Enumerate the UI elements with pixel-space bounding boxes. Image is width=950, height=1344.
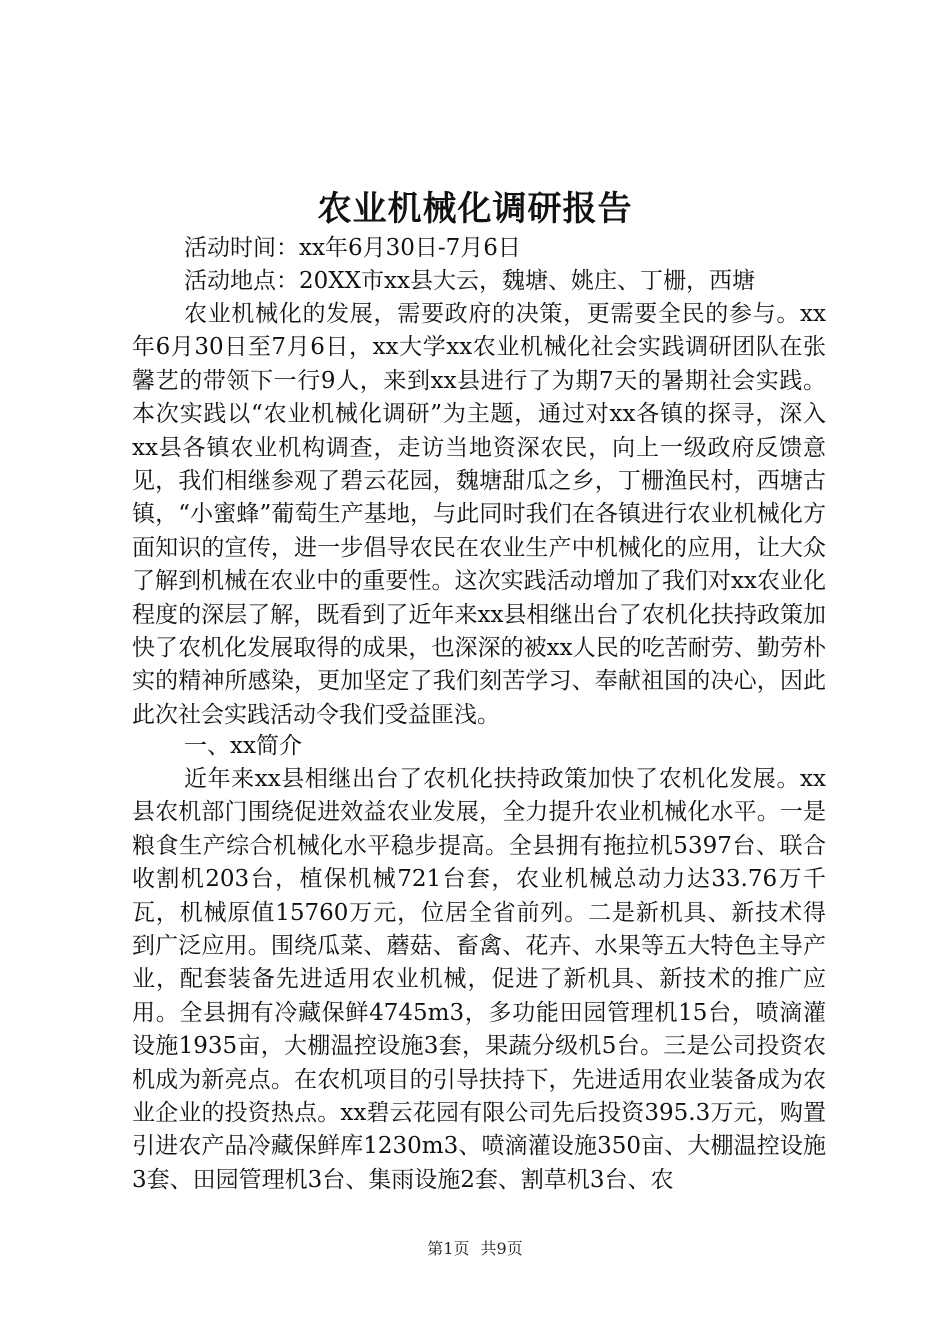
page-number: 第1页 [427, 1239, 470, 1258]
document-title: 农业机械化调研报告 [317, 189, 633, 229]
intro-paragraph: 农业机械化的发展，需要政府的决策，更需要全民的参与。xx年6月30日至7月6日，xx大学xx农业机械化社会实践调研团队在张馨艺的带领下一行9人，来到xx县进行了为期7天的暑期社会实践。本次实践以“农业机械化调研”为主题，通过对xx各镇的探寻，深入xx县各镇农业机构调查，走访当地资深农民，向上一级政府反馈意见，我们相继参观了碧云花园，魏塘甜瓜之乡，丁栅渔民村，西塘古镇，“小蜜蜂”葡萄生产基地，与此同时我们在各镇进行农业机械化方面知识的宣传，进一步倡导农民在农业生产中机械化的应用，让大众了解到机械在农业中的重要性。这次实践活动增加了我们对xx农业化程度的深层了解，既看到了近年来xx县相继出台了农机化扶持政策加快了农机化发展取得的成果，也深深的被xx人民的吃苦耐劳、勤劳朴实的精神所感染，更加坚定了我们刻苦学习、奉献祖国的决心，因此此次社会实践活动令我们受益匪浅。 [132, 301, 826, 728]
activity-place: 活动地点：20XX市xx县大云，魏塘、姚庄、丁栅，西塘 [184, 268, 755, 294]
page-total: 共9页 [480, 1239, 523, 1258]
page-footer [0, 1238, 950, 1260]
section-paragraph: 近年来xx县相继出台了农机化扶持政策加快了农机化发展。xx县农机部门围绕促进效益农业发展，全力提升农业机械化水平。一是粮食生产综合机械化水平稳步提高。全县拥有拖拉机5397台、联合收割机203台，植保机械721台套，农业机械总动力达33.76万千瓦，机械原值15760万元，位居全省前列。二是新机具、新技术得到广泛应用。围绕瓜菜、蘑菇、畜禽、花卉、水果等五大特色主导产业，配套装备先进适用农业机械，促进了新机具、新技术的推广应用。全县拥有冷藏保鲜4745m3，多功能田园管理机15台，喷滴灌设施1935亩，大棚温控设施3套，果蔬分级机5台。三是公司投资农机成为新亮点。在农机项目的引导扶持下，先进适用农业装备成为农业企业的投资热点。xx碧云花园有限公司先后投资395.3万元，购置引进农产品冷藏保鲜库1230m3、喷滴灌设施350亩、大棚温控设施3套、田园管理机3台、集雨设施2套、割草机3台、农 [132, 766, 826, 1193]
section-heading: 一、xx简介 [184, 733, 302, 759]
activity-time: 活动时间：xx年6月30日-7月6日 [184, 235, 521, 261]
